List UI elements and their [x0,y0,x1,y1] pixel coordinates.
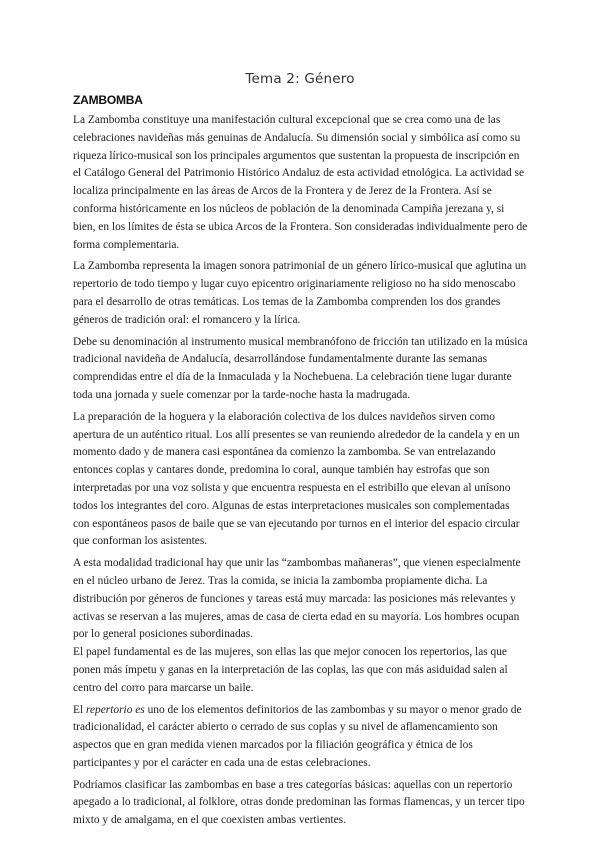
paragraph-5: A esta modalidad tradicional hay que unir las “zambombas mañaneras”, que vienen especialmente en el núcleo urbano de Jerez. Tras la comida, se inicia la zambomba propiamente dicha. La distribución por géneros de funciones y tareas está muy marcada: las posiciones más relevantes y activas se reservan a las mujeres, amas de casa de cierta edad en su mayoría. Los hombres ocupan por lo general posiciones subordinadas. [73,557,521,641]
paragraph-7-text: uno de los elementos definitorios de las zambombas y su mayor o menor grado de tradicionalidad, el carácter abierto o cerrado de sus coplas y su nivel de aflamencamiento son aspectos que en gran medida vienen marcados por la filiación geográfica y étnica de los participantes y por el carácter en cada una de estas celebraciones. [73,703,522,769]
document-body [73,112,528,834]
paragraph-4: La preparación de la hoguera y la elaboración colectiva de los dulces navideños sirven como apertura de un auténtico ritual. Los allí presentes se van reuniendo alrededor de la candela y en un momento dado y de manera casi espontánea da comienzo la zambomba. Se van entrelazando entonces coplas y cantares donde, predomina lo coral, aunque también hay estrofas que son interpretadas por una voz solista y que encuentra respuesta en el estribillo que elevan al unísono todos los integrantes del coro. Algunas de estas interpretaciones musicales son complementadas con espontáneos pasos de baile que se van ejecutando por turnos en el interior del espacio circular que conforman los asistentes. [73,410,520,548]
paragraph-7-italic: repertorio es [85,703,145,716]
paragraph-1: La Zambomba constituye una manifestación cultural excepcional que se crea como una de las celebraciones navideñas más genuinas de Andalucía. Su dimensión social y simbólica así como su riqueza lírico-musical son los principales argumentos que sustentan la propuesta de inscripción en el Catálogo General del Patrimonio Histórico Andaluz de esta actividad etnológica. La actividad se localiza principalmente en las áreas de Arcos de la Frontera y de Jerez de la Frontera. Así se conforma históricamente en los núcleos de población de la denominada Campiña jerezana y, si bien, en los límites de ésta se ubica Arcos de la Frontera. Son consideradas individualmente pero de forma complementaria. [73,114,528,251]
paragraph-2: La Zambomba representa la imagen sonora patrimonial de un género lírico-musical que aglutina un repertorio de todo tiempo y lugar cuyo epicentro originariamente religioso no ha sido menoscabo para el desarrollo de otras temáticas. Los temas de la Zambomba comprenden los dos grandes géneros de tradición oral: el romancero y la lírica. [73,260,527,326]
paragraph-3: Debe su denominación al instrumento musical membranófono de fricción tan utilizado en la música tradicional navideña de Andalucía, desarrollándose fundamentalmente durante las semanas comprendidas entre el día de la Inmaculada y la Nochebuena. La celebración tiene lugar durante toda una jornada y suele comenzar por la tarde-noche hasta la madrugada. [73,335,528,401]
paragraph-7-prefix: El [73,703,84,716]
section-heading: ZAMBOMBA [73,93,143,107]
page-title: Tema 2: Género [245,71,355,87]
paragraph-7 [73,702,528,773]
paragraph-8: Podríamos clasificar las zambombas en base a tres categorías básicas: aquellas con un repertorio apegado a lo tradicional, al folklore, otras donde predominan las formas flamencas, y un tercer tipo mixto y de amalgama, en el que coexisten ambas vertientes. [73,778,525,827]
paragraph-6: El papel fundamental es de las mujeres, son ellas las que mejor conocen los repertorios, las que ponen más ímpetu y ganas en la interpretación de las coplas, las que con más asiduidad salen al centro del corro para marcarse un baile. [73,646,508,694]
